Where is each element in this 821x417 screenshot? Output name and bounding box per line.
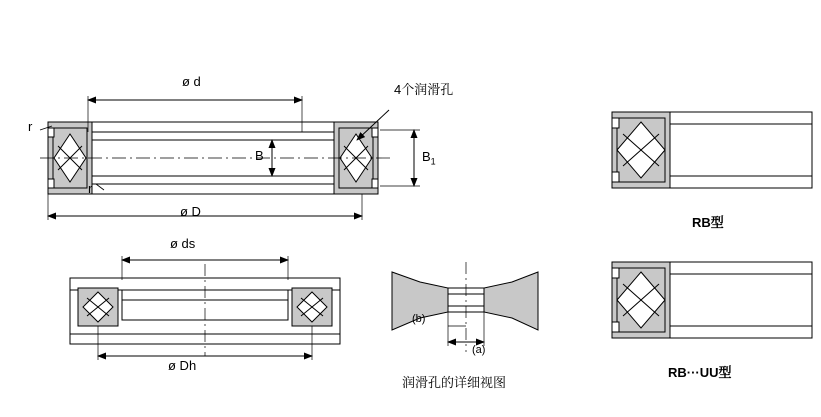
lubrication-hole-detail	[392, 262, 538, 352]
label-detail-caption: 润滑孔的详细视图	[402, 375, 507, 390]
label-B1: $B_1$	[422, 149, 436, 167]
label-phi-d: ø d	[182, 74, 201, 89]
label-B: B	[255, 148, 264, 163]
label-type-rb-uu: RB···UU型	[668, 365, 732, 380]
label-phi-D: ø D	[180, 204, 201, 219]
bottom-left-plan-view	[70, 256, 340, 360]
label-phi-Dh: ø Dh	[168, 358, 197, 373]
label-detail-b: (b)	[412, 313, 426, 325]
label-lubrication-holes-note: 4个润滑孔	[394, 82, 454, 97]
rb-type-view	[612, 112, 812, 188]
label-detail-a: (a)	[472, 344, 486, 356]
rb-uu-type-view	[612, 262, 812, 338]
label-phi-ds: ø ds	[170, 236, 196, 251]
top-left-section-view	[40, 96, 420, 220]
label-r-left: r	[28, 119, 33, 134]
label-r-inner: r	[88, 181, 93, 196]
label-type-rb: RB型	[692, 215, 724, 230]
